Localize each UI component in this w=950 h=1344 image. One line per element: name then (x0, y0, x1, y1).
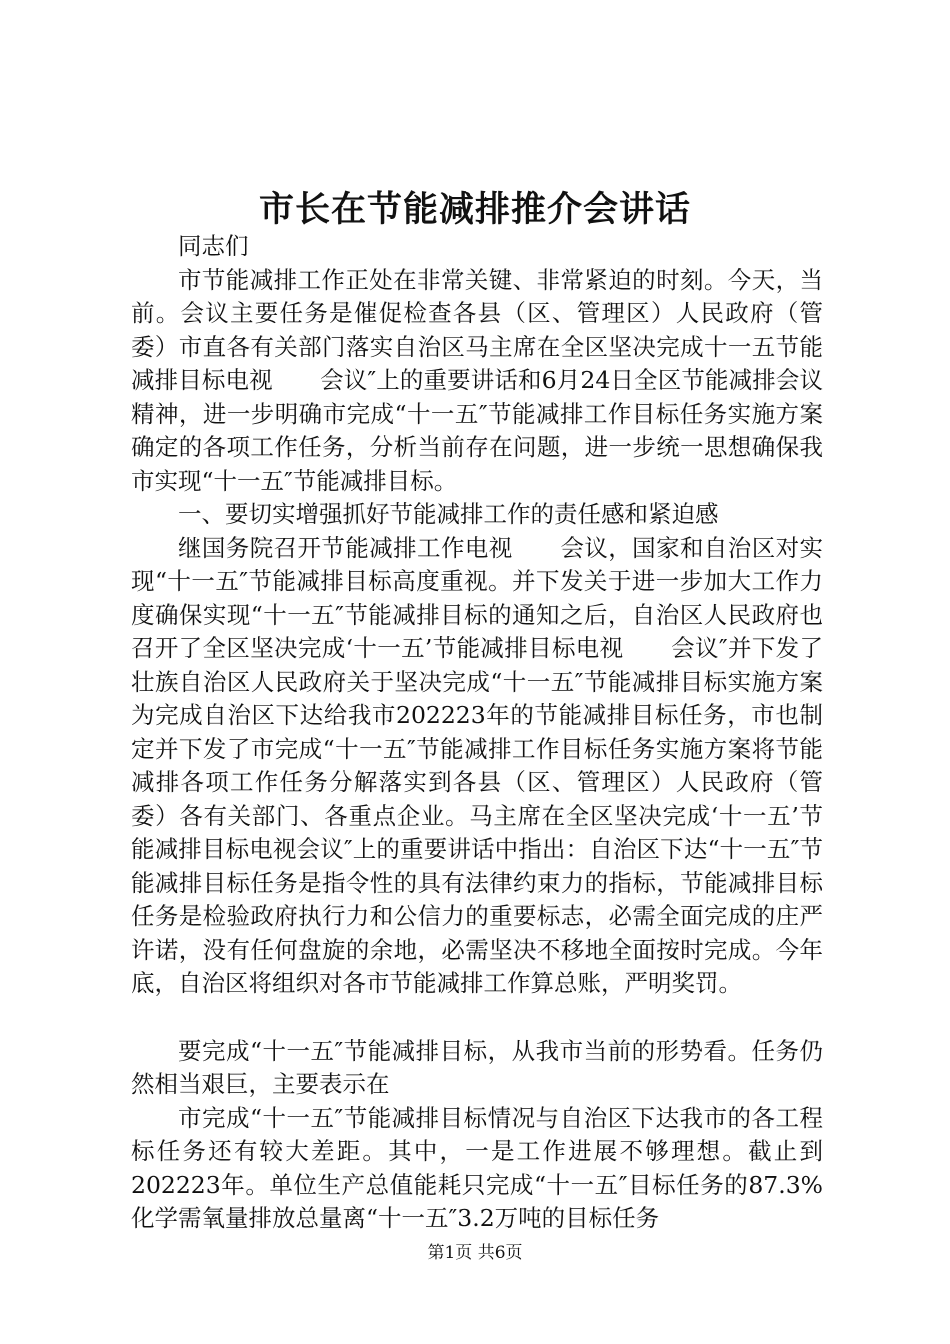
document-title: 市长在节能减排推介会讲话 (258, 189, 691, 230)
paragraph-background: 继国务院召开节能减排工作电视 会议，国家和自治区对实现“十一五″节能减排目标高度重视。并下发关于进一步加大工作力度确保实现“十一五″节能减排目标的通知之后，自治区人民政府也召开了全区坚决完成‘十一五’节能减排目标电视 会议″并下发了壮族自治区人民政府关于坚决完成“十一五″节能减排目标实施方案为完成自治区下达给我市202223年的节能减排目标任务，市也制定并下发了市完成“十一五″节能减排工作目标任务实施方案将节能减排各项工作任务分解落实到各县（区、管理区）人民政府（管委）各有关部门、各重点企业。马主席在全区坚决完成‘十一五’节能减排目标电视会议″上的重要讲话中指出：自治区下达“十一五″节能减排目标任务是指令性的具有法律约束力的指标，节能减排目标任务是检验政府执行力和公信力的重要标志，必需全面完成的庄严许诺，没有任何盘旋的余地，必需坚决不移地全面按时完成。今年底，自治区将组织对各市节能减排工作算总账，严明奖罚。 (131, 533, 823, 997)
salutation: 同志们 (178, 232, 249, 260)
paragraph-gap-analysis: 市完成“十一五″节能减排目标情况与自治区下达我市的各工程标任务还有较大差距。其中，一是工作进展不够理想。截止到202223年。单位生产总值能耗只完成“十一五″目标任务的87.3%化学需氧量排放总量离“十一五″3.2万吨的目标任务 (131, 1103, 823, 1232)
paragraph-intro: 市节能减排工作正处在非常关键、非常紧迫的时刻。今天，当前。会议主要任务是催促检查各县（区、管理区）人民政府（管委）市直各有关部门落实自治区马主席在全区坚决完成十一五节能减排目标电视 会议″上的重要讲话和6月24日全区节能减排会议精神，进一步明确市完成“十一五″节能减排工作目标任务实施方案确定的各项工作任务，分析当前存在问题，进一步统一思想确保我市实现“十一五″节能减排目标。 (131, 265, 823, 495)
page-number-footer: 第1页 共6页 (427, 1243, 523, 1263)
document-body (131, 230, 823, 1236)
paragraph-task: 要完成“十一五″节能减排目标，从我市当前的形势看。任务仍然相当艰巨，主要表示在 (131, 1036, 823, 1098)
section-heading-1: 一、要切实增强抓好节能减排工作的责任感和紧迫感 (178, 500, 719, 528)
